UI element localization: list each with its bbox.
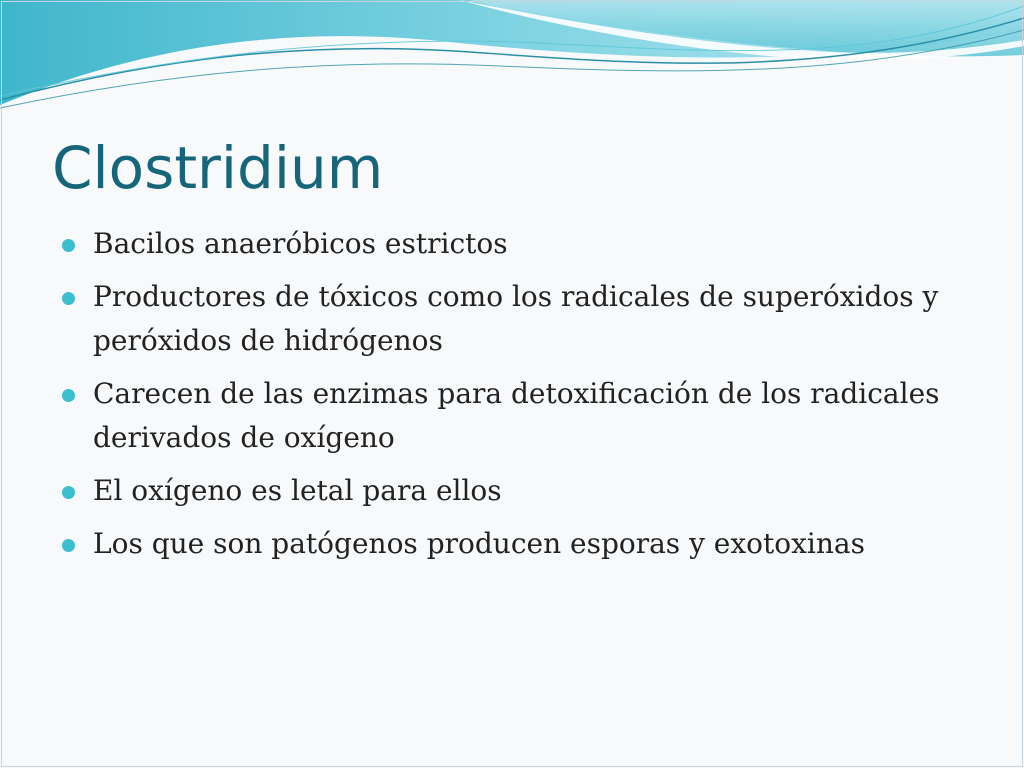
bullet-text: Bacilos anaeróbicos estrictos bbox=[93, 227, 508, 260]
bullet-text: Carecen de las enzimas para detoxificación de los radicales derivados de oxígeno bbox=[93, 377, 940, 454]
slide-title: Clostridium bbox=[52, 134, 384, 202]
bullet-dot-icon bbox=[62, 486, 75, 499]
bullet-dot-icon bbox=[62, 389, 75, 402]
bullet-text: Productores de tóxicos como los radicales de superóxidos y peróxidos de hidrógenos bbox=[93, 280, 939, 357]
bullet-item bbox=[62, 522, 982, 566]
header-wave-decoration bbox=[0, 0, 1024, 130]
bullet-text: Los que son patógenos producen esporas y exotoxinas bbox=[93, 527, 865, 560]
bullet-dot-icon bbox=[62, 539, 75, 552]
bullet-item bbox=[62, 222, 982, 266]
bullet-item bbox=[62, 372, 982, 460]
bullet-item bbox=[62, 469, 982, 513]
bullet-dot-icon bbox=[62, 239, 75, 252]
bullet-list bbox=[62, 222, 982, 575]
bullet-text: El oxígeno es letal para ellos bbox=[93, 474, 502, 507]
bullet-dot-icon bbox=[62, 292, 75, 305]
bullet-item bbox=[62, 275, 982, 363]
